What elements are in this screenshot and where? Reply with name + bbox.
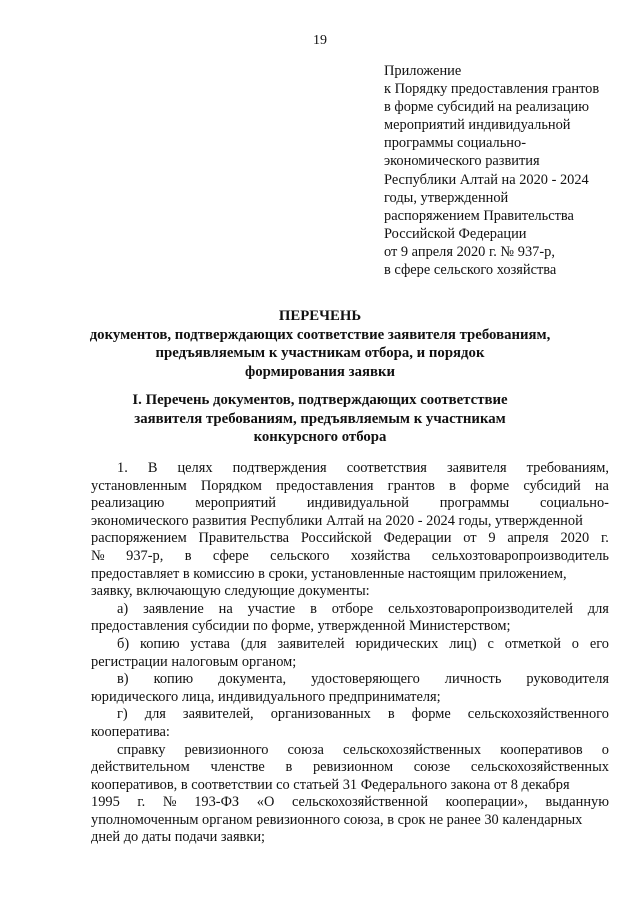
body-line <box>91 689 609 707</box>
body-word: сельскохозяйственного <box>467 706 609 723</box>
body-word: 2020 <box>560 530 590 547</box>
body-word: в) <box>117 671 129 688</box>
body-word: Порядком <box>200 477 262 494</box>
body-word: сельскохозяйственных <box>470 759 609 776</box>
appendix-line: от 9 апреля 2020 г. № 937-р, <box>384 243 555 260</box>
body-word: заявление <box>143 600 204 617</box>
body-line <box>91 618 609 636</box>
body-word: заявителей <box>277 635 345 652</box>
body-word: № <box>91 547 105 564</box>
body-word: мероприятий <box>195 495 276 512</box>
title-line: документов, подтверждающих соответствие заявителя требованиям, <box>89 326 551 343</box>
body-word: руководителя <box>526 671 609 688</box>
body-word: 1995 <box>91 794 120 811</box>
body-word: действительном <box>91 759 190 776</box>
body-word: распоряжением <box>91 530 187 547</box>
body-word: кооперативов <box>500 741 583 758</box>
body-line <box>91 636 609 654</box>
appendix-line: мероприятий индивидуальной <box>384 117 571 134</box>
body-word: организованных <box>270 706 371 723</box>
appendix-line: Республики Алтай на 2020 - 2024 <box>384 171 589 188</box>
body-line <box>91 566 609 584</box>
body-word: для <box>144 706 166 723</box>
body-word: личность <box>444 671 502 688</box>
body-word: устава <box>190 635 230 652</box>
body-text-run: предоставления субсидии по форме, утвержденной Министерством; <box>91 618 511 635</box>
body-text-run: предоставляет в комиссию в сроки, установленные настоящим приложением, <box>91 565 567 582</box>
body-text-run: юридического лица, индивидуального предпринимателя; <box>91 688 441 705</box>
body-word: социально- <box>540 495 609 512</box>
body-word: документа, <box>218 671 287 688</box>
appendix-line: в форме субсидий на реализацию <box>384 99 589 116</box>
body-word: индивидуальной <box>306 495 409 512</box>
appendix-line: к Порядку предоставления грантов <box>384 81 600 98</box>
body-word: копию <box>153 671 194 688</box>
body-word: требованиям, <box>526 460 609 476</box>
body-word: от <box>463 530 477 547</box>
body-word: «О <box>256 794 275 811</box>
body-word: 193-ФЗ <box>194 794 240 811</box>
body-line <box>91 495 609 513</box>
section-heading-line: заявителя требованиям, предъявляемым к участникам <box>134 410 506 427</box>
body-word: заявителей, <box>182 706 254 723</box>
body-line <box>91 812 609 830</box>
appendix-block <box>384 62 624 279</box>
page-number: 19 <box>313 33 327 48</box>
body-word: ревизионного <box>184 741 269 758</box>
body-word: форме <box>411 706 451 723</box>
body-text-run: кооператива: <box>91 723 170 740</box>
body-word: № <box>162 794 177 811</box>
body-word: г. <box>601 530 609 547</box>
body-text-run: заявку, включающую следующие документы: <box>91 583 370 600</box>
body-line <box>91 671 609 689</box>
body-line <box>91 513 609 531</box>
body-word: а) <box>117 600 129 617</box>
body-line <box>91 583 609 601</box>
body-word: отметкой <box>504 635 561 652</box>
body-word: ревизионном <box>312 759 394 776</box>
body-text <box>91 460 609 847</box>
body-word: сельскохозяйственной <box>291 794 429 811</box>
appendix-line: годы, утвержденной <box>384 189 509 206</box>
body-word: о <box>601 741 609 758</box>
body-line <box>91 601 609 619</box>
body-word: копию <box>139 635 180 652</box>
body-word: лиц) <box>449 635 477 652</box>
appendix-line: Приложение <box>384 63 462 79</box>
body-word: на <box>594 477 609 494</box>
title-line: предъявляемым к участникам отбора, и порядок <box>155 345 485 361</box>
body-word: в <box>387 706 395 723</box>
body-word: союзе <box>413 759 451 776</box>
body-line <box>91 742 609 760</box>
body-word: 1. <box>117 460 128 476</box>
body-word: кооперации», <box>445 794 528 811</box>
appendix-line: экономического развития <box>384 153 540 170</box>
title-line: формирования заявки <box>244 363 396 380</box>
body-word: сельхозтоваропроизводитель <box>431 547 609 564</box>
document-title <box>30 307 610 381</box>
body-word: о <box>571 635 579 652</box>
body-line <box>91 777 609 795</box>
body-line <box>91 706 609 724</box>
body-word: г) <box>117 706 128 723</box>
body-line <box>91 478 609 496</box>
appendix-line: Российской Федерации <box>384 225 527 242</box>
appendix-line: программы социально- <box>384 135 526 152</box>
body-text-run: экономического развития Республики Алтай на 2020 - 2024 годы, утвержденной <box>91 512 583 529</box>
body-text-run: кооперативов, в соответствии со статьей 31 Федерального закона от 8 декабря <box>91 776 570 793</box>
body-line <box>91 759 609 777</box>
body-word: субсидий <box>523 477 581 494</box>
body-word: Федерации <box>383 530 452 547</box>
body-word: В <box>147 460 158 476</box>
body-word: для <box>587 600 609 617</box>
body-word: 937-р, <box>126 547 164 564</box>
body-word: в <box>184 547 192 564</box>
body-word: сельскохозяйственных <box>342 741 482 758</box>
body-word: установленным <box>91 477 187 494</box>
body-word: справку <box>117 741 166 758</box>
body-word: апреля <box>507 530 549 547</box>
body-word: с <box>487 635 494 652</box>
body-line <box>91 548 609 566</box>
body-line <box>91 460 609 478</box>
appendix-line: в сфере сельского хозяйства <box>384 262 557 279</box>
body-line <box>91 829 609 847</box>
body-word: г. <box>137 794 146 811</box>
body-text-run: дней до даты подачи заявки; <box>91 829 266 846</box>
body-word: членстве <box>210 759 265 776</box>
body-word: форме <box>470 477 510 494</box>
section-heading-line: конкурсного отбора <box>253 429 387 445</box>
appendix-line: распоряжением Правительства <box>384 207 574 224</box>
body-word: б) <box>117 635 130 652</box>
body-word: подтверждения <box>232 460 327 476</box>
body-word: союза <box>287 741 324 758</box>
body-text-run: регистрации налоговым органом; <box>91 653 297 670</box>
body-line <box>91 530 609 548</box>
body-word: Российской <box>300 530 372 547</box>
body-word: заявителя <box>446 460 507 476</box>
body-word: хозяйства <box>350 547 411 564</box>
body-word: его <box>589 635 609 652</box>
body-word: целях <box>177 460 213 476</box>
section-heading <box>30 391 610 447</box>
body-word: сельхозтоваропроизводителей <box>388 600 573 617</box>
body-word: юридических <box>355 635 439 652</box>
body-word: сфере <box>212 547 249 564</box>
body-text-run: уполномоченным органом ревизионного союза, в срок не ранее 30 календарных <box>91 811 583 828</box>
title-line: ПЕРЕЧЕНЬ <box>278 308 362 324</box>
body-word: реализацию <box>91 495 165 512</box>
body-word: соответствия <box>346 460 427 476</box>
body-word: удостоверяющего <box>311 671 420 688</box>
body-word: отборе <box>331 600 374 617</box>
body-word: в <box>285 759 293 776</box>
body-line <box>91 794 609 812</box>
body-word: участие <box>247 600 296 617</box>
body-word: на <box>218 600 233 617</box>
body-word: программы <box>439 495 510 512</box>
body-word: Правительства <box>198 530 290 547</box>
body-word: в <box>310 600 317 617</box>
body-word: в <box>449 477 456 494</box>
body-word: грантов <box>387 477 435 494</box>
body-line <box>91 654 609 672</box>
body-word: (для <box>240 635 267 652</box>
body-word: сельского <box>270 547 330 564</box>
body-word: выданную <box>545 794 609 811</box>
body-line <box>91 724 609 742</box>
section-heading-line: I. Перечень документов, подтверждающих соответствие <box>132 392 508 408</box>
body-word: 9 <box>488 530 496 547</box>
body-word: предоставления <box>276 477 374 494</box>
